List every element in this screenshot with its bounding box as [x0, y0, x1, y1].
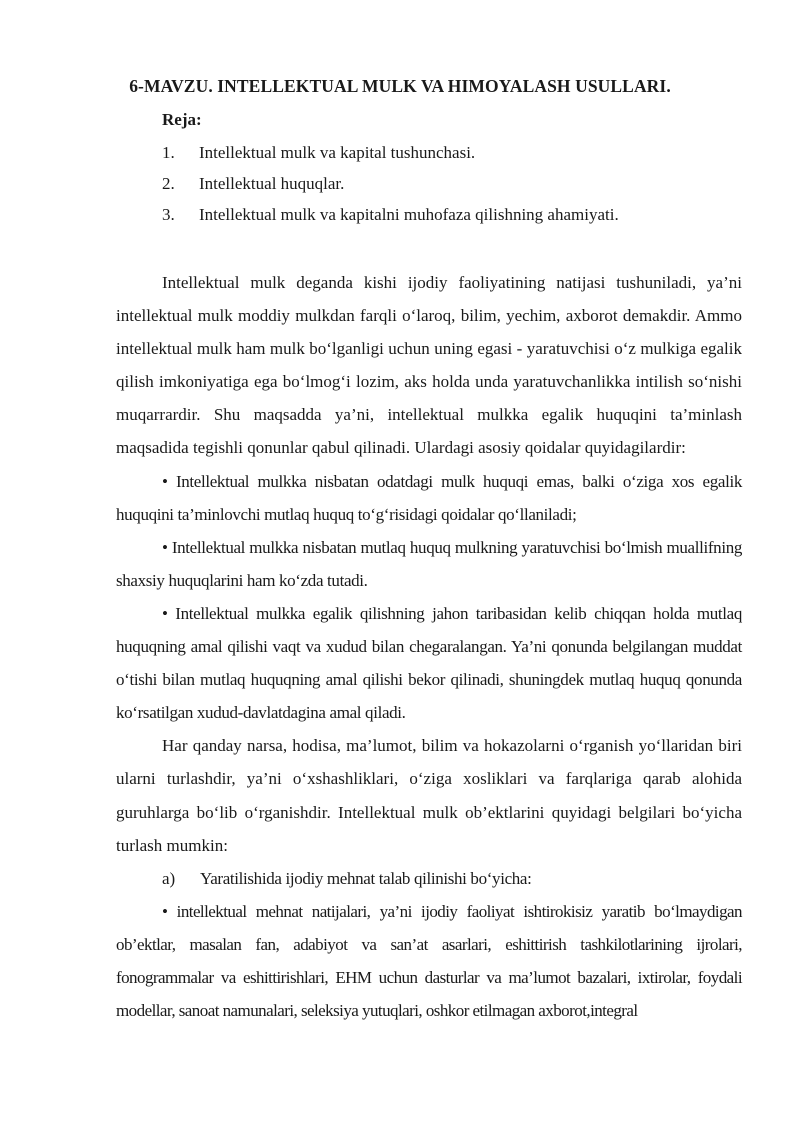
plan-item-text: Intellektual huquqlar.	[199, 174, 345, 193]
bullet-paragraph: • intellektual mehnat natijalari, ya’ni ijodiy faoliyat ishtirokisiz yaratib bo‘lmaydigan ob’ektlar, masalan fan, adabiyot va san’at asarlari, eshittirish tashkilotlarining ijrolari, fonogrammalar va eshittirishlari, EHM uchun dasturlar va ma’lumot bazalari, ixtirolar, foydali modellar, sanoat namunalari, seleksiya yutuqlari, oshkor etilmagan axborot,integral	[116, 901, 742, 1021]
body-text	[116, 266, 742, 1027]
subheading-letter: a)	[162, 868, 176, 888]
page-title: 6-MAVZU. INTELLEKTUAL MULK VA HIMOYALASH USULLARI.	[129, 76, 671, 96]
plan-item-number: 1.	[162, 143, 175, 162]
paragraph: Har qanday narsa, hodisa, ma’lumot, bilim va hokazolarni o‘rganish yo‘llaridan biri ularni turlashdir, ya’ni o‘xshashliklari, o‘ziga xosliklari va farqlariga qarab alohida guruhlarga bo‘lib o‘rganishdir. Intellektual mulk ob’ektlarini quyidagi belgilari bo‘yicha turlash mumkin:	[116, 736, 742, 855]
plan-label: Reja:	[162, 110, 202, 129]
plan-item-text: Intellektual mulk va kapital tushunchasi.	[199, 143, 476, 162]
plan-list	[162, 141, 619, 234]
plan-item	[162, 203, 619, 234]
plan-item	[162, 141, 619, 172]
plan-item	[162, 172, 619, 203]
bullet-paragraph: • Intellektual mulkka egalik qilishning jahon taribasidan kelib chiqqan holda mutlaq huquqning amal qilishi vaqt va xudud bilan chegaralangan. Ya’ni qonunda belgilangan muddat o‘tishi bilan mutlaq huquqning amal qilishi bekor qilinadi, shuningdek mutlaq huquq qonunda ko‘rsatilgan xudud-davlatdagina amal qiladi.	[116, 603, 742, 723]
bullet-paragraph: • Intellektual mulkka nisbatan mutlaq huquq mulkning yaratuvchisi bo‘lmish muallifning shaxsiy huquqlarini ham ko‘zda tutadi.	[116, 537, 742, 590]
subheading	[116, 862, 742, 895]
plan-item-number: 3.	[162, 205, 175, 224]
plan-item-number: 2.	[162, 174, 175, 193]
paragraph: Intellektual mulk deganda kishi ijodiy faoliyatining natijasi tushuniladi, ya’ni intellektual mulk moddiy mulkdan farqli o‘laroq, bilim, yechim, axborot demakdir. Ammo intellektual mulk ham mulk bo‘lganligi uchun uning egasi - yaratuvchisi o‘z mulkiga egalik qilish imkoniyatiga ega bo‘lmog‘i lozim, aks holda unda yaratuvchanlikka intilish so‘nishi muqarrardir. Shu maqsadda ya’ni, intellektual mulkka egalik huquqini ta’minlash maqsadida tegishli qonunlar qabul qilinadi. Ulardagi asosiy qoidalar quyidagilardir:	[116, 273, 742, 458]
plan-item-text: Intellektual mulk va kapitalni muhofaza qilishning ahamiyati.	[199, 205, 619, 224]
bullet-paragraph: • Intellektual mulkka nisbatan odatdagi mulk huquqi emas, balki o‘ziga xos egalik huquqini ta’minlovchi mutlaq huquq to‘g‘risidagi qoidalar qo‘llaniladi;	[116, 471, 742, 524]
subheading-text: Yaratilishida ijodiy mehnat talab qilinishi bo‘yicha:	[200, 868, 532, 888]
